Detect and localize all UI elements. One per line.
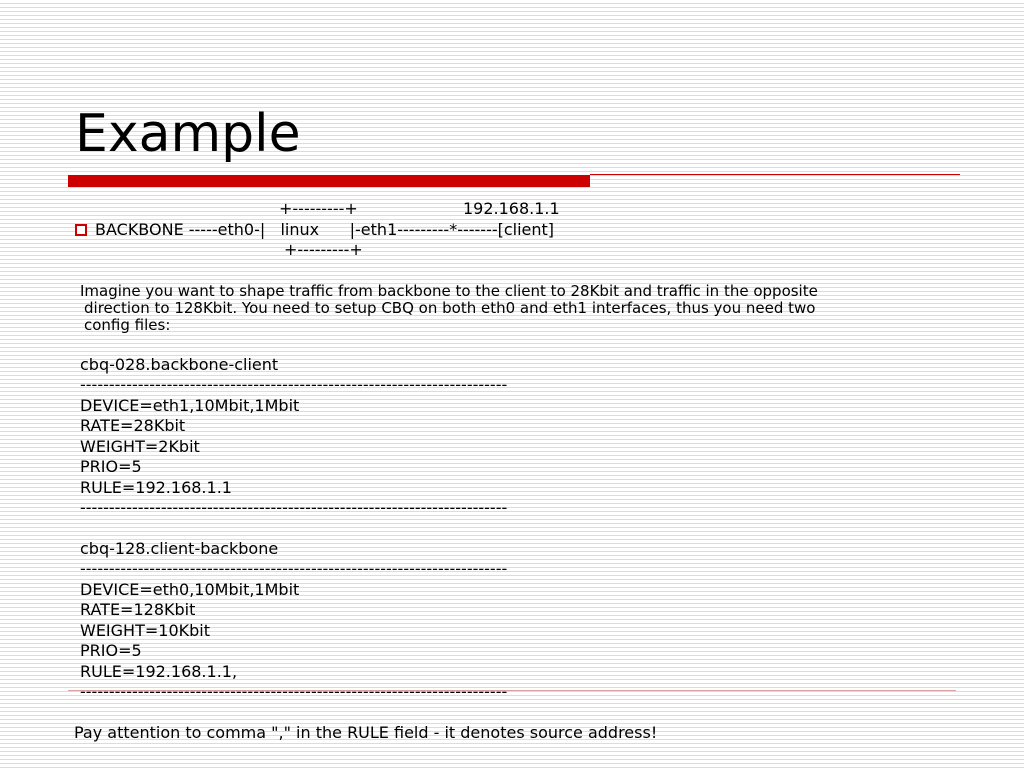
footer-note: Pay attention to comma "," in the RULE field - it denotes source address! bbox=[74, 723, 658, 742]
config1-weight: WEIGHT=2Kbit bbox=[80, 437, 200, 456]
config2-weight: WEIGHT=10Kbit bbox=[80, 621, 210, 640]
diagram-ip-label: 192.168.1.1 bbox=[463, 199, 560, 218]
config2-name: cbq-128.client-backbone bbox=[80, 539, 279, 558]
config2-prio: PRIO=5 bbox=[80, 641, 142, 660]
config2-separator-top: -------------------------------------------------------------------------- bbox=[80, 559, 508, 578]
paragraph-line: Imagine you want to shape traffic from backbone to the client to 28Kbit and traffic in the opposite bbox=[80, 282, 818, 300]
diagram-network-line: BACKBONE -----eth0-| linux |-eth1---------*-------[client] bbox=[95, 220, 555, 239]
paragraph-line: direction to 128Kbit. You need to setup CBQ on both eth0 and eth1 interfaces, thus you need two bbox=[84, 299, 816, 317]
slide-title: Example bbox=[75, 104, 301, 164]
config2-rate: RATE=128Kbit bbox=[80, 600, 196, 619]
config1-prio: PRIO=5 bbox=[80, 457, 142, 476]
config2-separator-bottom: -------------------------------------------------------------------------- bbox=[80, 682, 508, 701]
paragraph-line: config files: bbox=[84, 316, 171, 334]
diagram-box-top: +---------+ bbox=[279, 199, 358, 218]
title-accent-line bbox=[590, 174, 960, 175]
config1-separator-top: -------------------------------------------------------------------------- bbox=[80, 375, 508, 394]
config2-rule: RULE=192.168.1.1, bbox=[80, 662, 238, 681]
config2-device: DEVICE=eth0,10Mbit,1Mbit bbox=[80, 580, 300, 599]
config1-rule: RULE=192.168.1.1 bbox=[80, 478, 232, 497]
square-bullet-icon bbox=[75, 224, 87, 236]
config1-separator-bottom: -------------------------------------------------------------------------- bbox=[80, 498, 508, 517]
config1-device: DEVICE=eth1,10Mbit,1Mbit bbox=[80, 396, 300, 415]
intro-paragraph bbox=[80, 283, 950, 334]
title-accent-bar bbox=[68, 175, 590, 187]
config1-rate: RATE=28Kbit bbox=[80, 416, 186, 435]
diagram-box-bottom: +---------+ bbox=[284, 240, 363, 259]
config1-name: cbq-028.backbone-client bbox=[80, 355, 279, 374]
